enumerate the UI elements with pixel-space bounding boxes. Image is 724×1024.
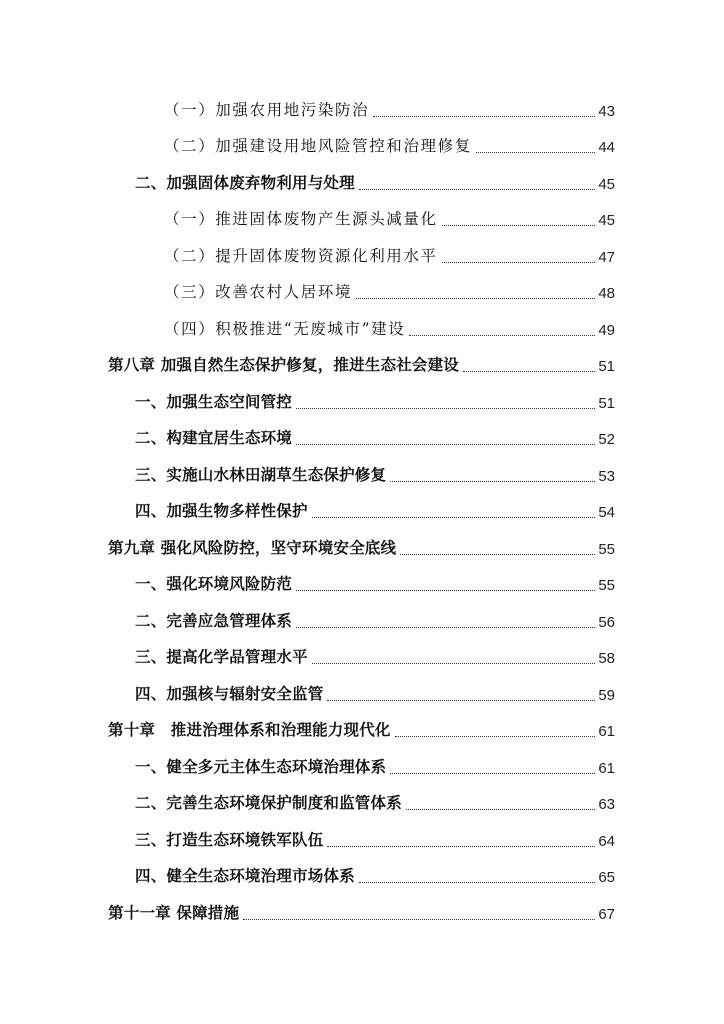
toc-page-number: 53	[598, 467, 615, 485]
toc-entry-title: 第九章 强化风险防控，坚守环境安全底线	[108, 538, 397, 557]
toc-subsection-entry[interactable]	[0, 311, 724, 348]
toc-entry-title: 二、完善应急管理体系	[135, 611, 293, 630]
dot-leader	[356, 298, 595, 299]
toc-subsection-entry[interactable]	[0, 238, 724, 275]
dot-leader	[243, 919, 595, 920]
toc-page-number: 61	[598, 723, 615, 741]
toc-section-entry[interactable]	[0, 859, 724, 896]
toc-page-number: 43	[598, 102, 615, 120]
toc-section-entry[interactable]	[0, 165, 724, 202]
toc-page-number: 47	[598, 248, 615, 266]
dot-leader	[409, 335, 595, 336]
dot-leader	[312, 517, 596, 518]
toc-entry-title: 三、实施山水林田湖草生态保护修复	[135, 465, 387, 484]
toc-entry-title: 二、加强固体废弃物利用与处理	[135, 173, 355, 192]
dot-leader	[442, 262, 596, 263]
dot-leader	[442, 225, 596, 226]
toc-entry-title: 第十章 推进治理体系和治理能力现代化	[108, 721, 391, 739]
toc-entry-title: 三、打造生态环境铁军队伍	[135, 830, 324, 849]
toc-page-number: 61	[598, 759, 615, 777]
toc-entry-title: 四、健全生态环境治理市场体系	[135, 867, 355, 885]
dot-leader	[463, 371, 595, 372]
toc-section-entry[interactable]	[0, 421, 724, 458]
toc-entry-title: （四）积极推进“无废城市”建设	[164, 319, 406, 338]
table-of-contents	[0, 92, 724, 932]
dot-leader	[476, 152, 596, 153]
dot-leader	[406, 809, 595, 810]
toc-subsection-entry[interactable]	[0, 275, 724, 312]
toc-entry-title: （三）改善农村人居环境	[164, 283, 353, 301]
toc-page-number: 64	[598, 832, 615, 850]
toc-page-number: 49	[598, 321, 615, 339]
dot-leader	[359, 189, 596, 190]
toc-page-number: 55	[598, 577, 615, 595]
dot-leader	[327, 846, 595, 847]
toc-entry-title: 四、加强生物多样性保护	[135, 502, 308, 520]
toc-subsection-entry[interactable]	[0, 202, 724, 239]
toc-chapter-entry[interactable]	[0, 895, 724, 932]
toc-entry-title: （二）加强建设用地风险管控和治理修复	[164, 137, 472, 155]
dot-leader	[390, 481, 595, 482]
toc-page-number: 54	[598, 504, 615, 522]
toc-section-entry[interactable]	[0, 749, 724, 786]
toc-subsection-entry[interactable]	[0, 92, 724, 129]
toc-chapter-entry[interactable]	[0, 348, 724, 385]
toc-page-number: 59	[598, 686, 615, 704]
toc-entry-title: 二、构建宜居生态环境	[135, 429, 293, 447]
toc-page-number: 48	[598, 285, 615, 303]
toc-page-number: 51	[598, 394, 615, 412]
toc-page-number: 67	[598, 905, 615, 923]
dot-leader	[395, 736, 596, 737]
toc-page-number: 55	[598, 540, 615, 558]
dot-leader	[296, 408, 595, 409]
dot-leader	[296, 627, 595, 628]
toc-section-entry[interactable]	[0, 494, 724, 531]
toc-entry-title: 第十一章 保障措施	[108, 903, 240, 922]
toc-entry-title: 一、健全多元主体生态环境治理体系	[135, 757, 387, 776]
dot-leader	[373, 116, 595, 117]
toc-chapter-entry[interactable]	[0, 530, 724, 567]
toc-section-entry[interactable]	[0, 822, 724, 859]
toc-entry-title: 三、提高化学品管理水平	[135, 648, 308, 666]
toc-section-entry[interactable]	[0, 384, 724, 421]
dot-leader	[296, 444, 595, 445]
dot-leader	[296, 590, 595, 591]
toc-page-number: 45	[598, 175, 615, 193]
dot-leader	[359, 882, 596, 883]
toc-section-entry[interactable]	[0, 603, 724, 640]
toc-page-number: 52	[598, 431, 615, 449]
toc-page-number: 65	[598, 869, 615, 887]
dot-leader	[312, 663, 596, 664]
toc-chapter-entry[interactable]	[0, 713, 724, 750]
toc-section-entry[interactable]	[0, 457, 724, 494]
toc-section-entry[interactable]	[0, 567, 724, 604]
toc-page-number: 45	[598, 212, 615, 230]
dot-leader	[327, 700, 595, 701]
toc-subsection-entry[interactable]	[0, 129, 724, 166]
toc-entry-title: 一、加强生态空间管控	[135, 392, 293, 411]
toc-section-entry[interactable]	[0, 676, 724, 713]
toc-entry-title: 一、强化环境风险防范	[135, 575, 293, 593]
toc-entry-title: （二）提升固体废物资源化利用水平	[164, 246, 438, 265]
toc-entry-title: 四、加强核与辐射安全监管	[135, 684, 324, 703]
toc-entry-title: （一）加强农用地污染防治	[164, 100, 370, 119]
toc-page-number: 51	[598, 358, 615, 376]
toc-entry-title: （一）推进固体废物产生源头减量化	[164, 210, 438, 228]
toc-entry-title: 第八章 加强自然生态保护修复，推进生态社会建设	[108, 356, 459, 374]
toc-page-number: 56	[598, 613, 615, 631]
toc-section-entry[interactable]	[0, 786, 724, 823]
toc-entry-title: 二、完善生态环境保护制度和监管体系	[135, 794, 402, 812]
toc-section-entry[interactable]	[0, 640, 724, 677]
dot-leader	[400, 554, 595, 555]
toc-page-number: 63	[598, 796, 615, 814]
toc-page-number: 58	[598, 650, 615, 668]
toc-page-number: 44	[598, 139, 615, 157]
dot-leader	[390, 773, 595, 774]
